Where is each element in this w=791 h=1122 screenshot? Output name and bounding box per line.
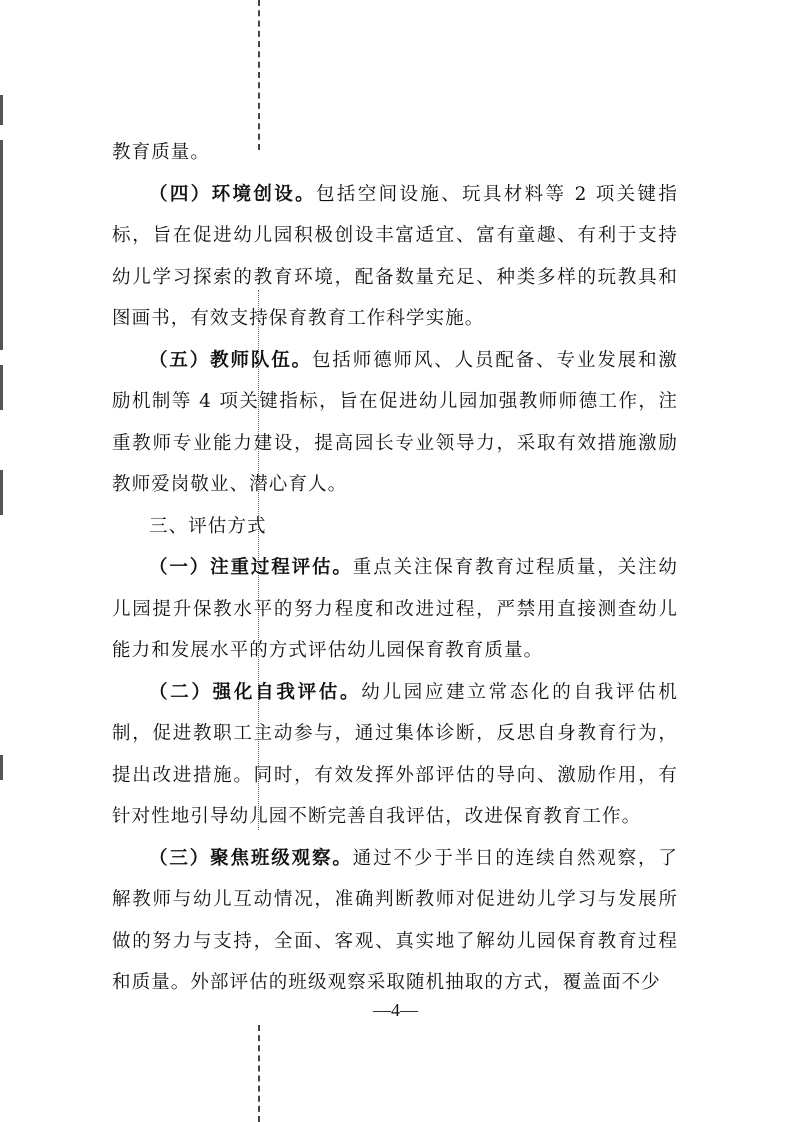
paragraph-teachers xyxy=(112,340,678,506)
scan-edge-mark xyxy=(0,470,3,515)
paragraph-text: 通过不少于半日的连续自然观察，了解教师与幼儿互动情况，准确判断教师对促进幼儿学习与发展所做的努力与支持，全面、客观、真实地了解幼儿园保育教育过程和质量。外部评估的班级观察采取随机抽取的方式，覆盖面不少 xyxy=(112,847,678,993)
paragraph-text: 包括空间设施、玩具材料等 2 项关键指标，旨在促进幼儿园积极创设丰富适宜、富有童趣、有利于支持幼儿学习探索的教育环境，配备数量充足、种类多样的玩教具和图画书，有效支持保育教育工作科学实施。 xyxy=(112,183,678,329)
scan-edge-mark xyxy=(0,140,3,350)
page-number: —4— xyxy=(373,1000,418,1020)
binding-line-top xyxy=(258,0,260,150)
section-heading-text: 三、评估方式 xyxy=(149,515,267,537)
paragraph-text: 幼儿园应建立常态化的自我评估机制，促进教职工主动参与，通过集体诊断，反思自身教育行为，提出改进措施。同时，有效发挥外部评估的导向、激励作用，有针对性地引导幼儿园不断完善自我评估，改进保育教育工作。 xyxy=(112,681,678,827)
paragraph-heading: （二）强化自我评估。 xyxy=(149,681,362,703)
scan-edge-mark xyxy=(0,95,3,125)
paragraph-heading: （三）聚焦班级观察。 xyxy=(149,847,353,869)
paragraph-heading: （五）教师队伍。 xyxy=(149,349,313,371)
paragraph-heading: （一）注重过程评估。 xyxy=(149,557,353,578)
paragraph-text: 教育质量。 xyxy=(112,142,211,163)
paragraph-heading: （四）环境创设。 xyxy=(149,183,316,205)
section-heading-assessment-methods xyxy=(112,506,678,548)
paragraph-text: 包括师德师风、人员配备、专业发展和激励机制等 4 项关键指标，旨在促进幼儿园加强教师师德工作，注重教师专业能力建设，提高园长专业领导力，采取有效措施激励教师爱岗敬业、潜心育人。 xyxy=(112,349,678,495)
paragraph-self-assessment xyxy=(112,672,678,838)
body-text xyxy=(112,132,678,1004)
paragraph-text: 重点关注保育教育过程质量，关注幼儿园提升保教水平的努力程度和改进过程，严禁用直接测查幼儿能力和发展水平的方式评估幼儿园保育教育质量。 xyxy=(112,557,678,661)
scan-edge-mark xyxy=(0,755,3,780)
binding-line-bottom xyxy=(258,1025,260,1122)
paragraph-class-observation xyxy=(112,838,678,1004)
scan-edge-mark xyxy=(0,365,3,410)
paragraph-process-assessment xyxy=(112,547,678,672)
paragraph-continuation xyxy=(112,132,678,174)
paragraph-environment xyxy=(112,174,678,340)
